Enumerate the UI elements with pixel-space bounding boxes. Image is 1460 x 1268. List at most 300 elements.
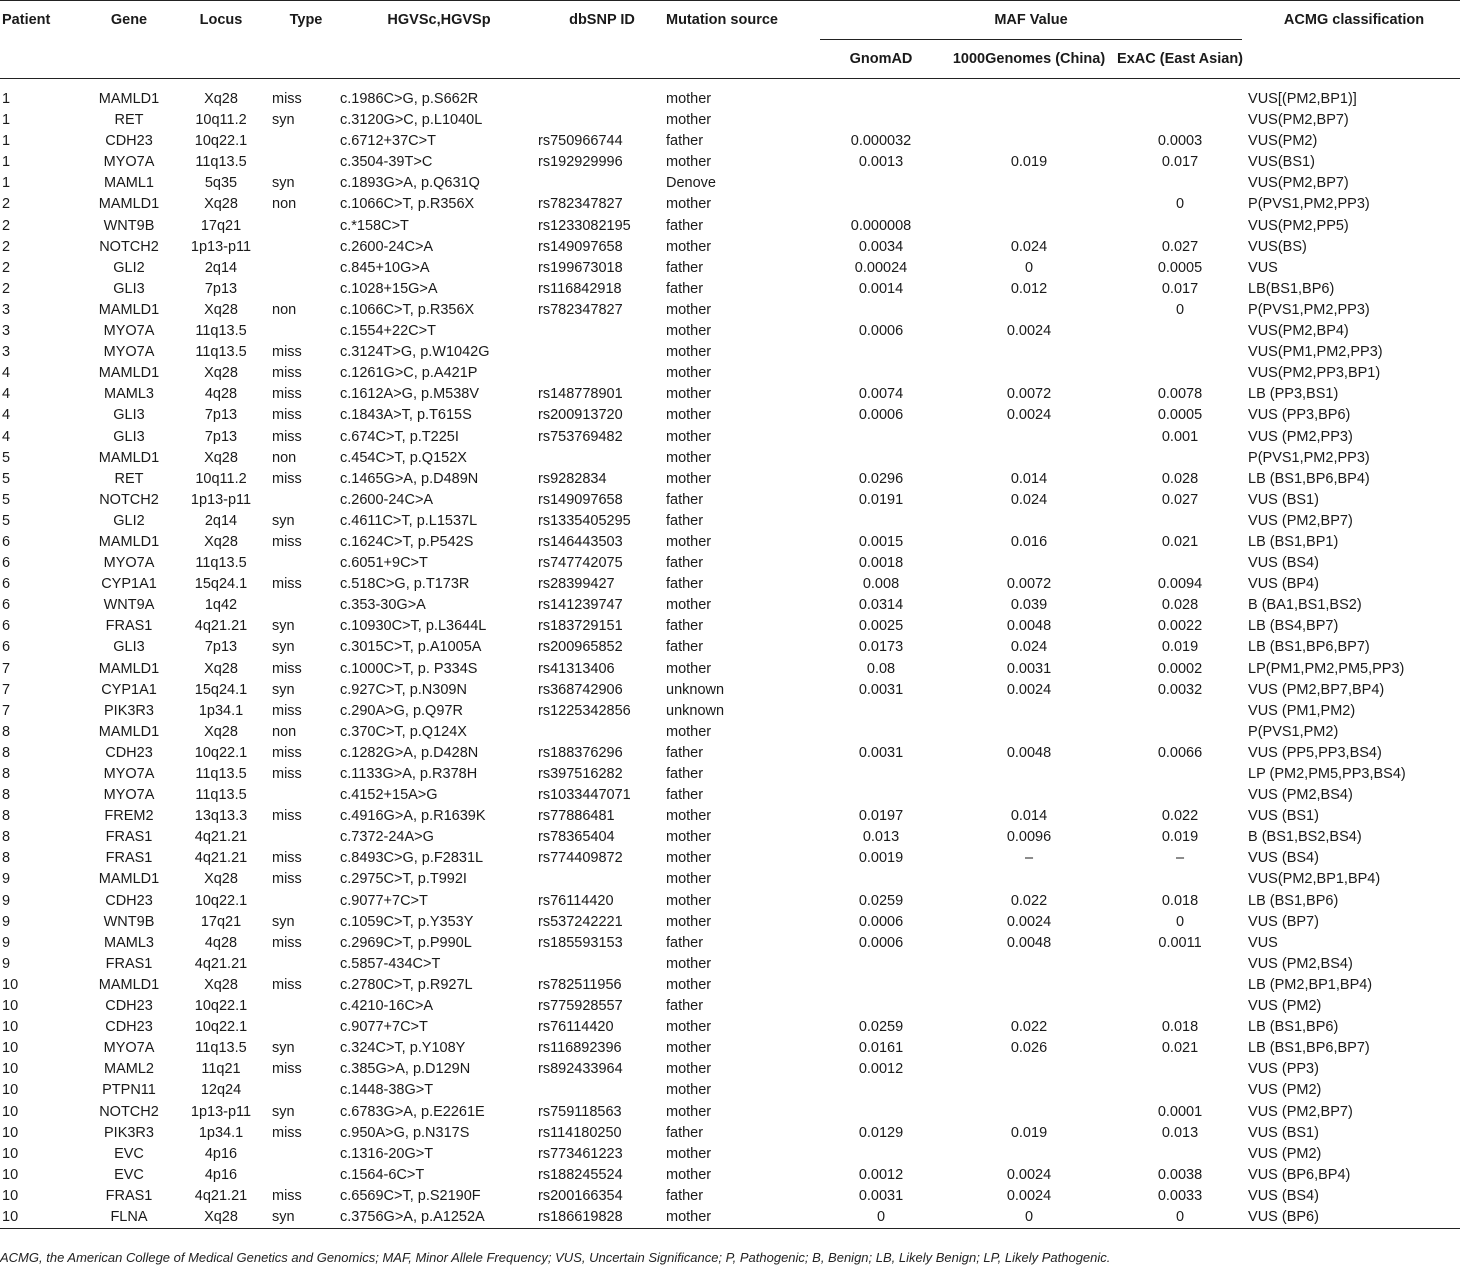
cell-locus: 11q13.5 xyxy=(195,555,247,572)
cell-hgvs: c.1986C>G, p.S662R xyxy=(340,91,479,107)
cell-dbsnp: rs183729151 xyxy=(538,618,623,635)
cell-exac xyxy=(1112,363,1248,384)
cell-type: syn xyxy=(272,512,295,529)
cell-g1000: 0.0072 xyxy=(1006,576,1052,593)
header-dbsnp: dbSNP ID xyxy=(538,1,666,79)
cell-source: mother xyxy=(666,1103,712,1120)
cell-source: mother xyxy=(666,386,712,403)
cell-g1000 xyxy=(946,216,1112,237)
cell-acmg: P(PVS1,PM2,PP3) xyxy=(1248,301,1370,318)
cell-hgvs: c.3756G>A, p.A1252A xyxy=(340,1207,538,1229)
cell-acmg: VUS (PM2,BP7,BP4) xyxy=(1248,681,1385,698)
cell-gene: GLI3 xyxy=(113,428,145,445)
table-row xyxy=(0,300,1460,321)
cell-gene: FRAS1 xyxy=(105,850,153,867)
cell-acmg: VUS(PM2,PP5) xyxy=(1248,217,1349,234)
cell-dbsnp: rs368742906 xyxy=(538,681,623,698)
cell-gnomad xyxy=(816,300,946,321)
cell-gnomad xyxy=(816,869,946,890)
cell-locus: 11q21 xyxy=(201,1061,241,1078)
cell-hgvs: c.674C>T, p.T225I xyxy=(340,428,459,445)
cell-gnomad xyxy=(816,194,946,215)
cell-g1000: 0.0048 xyxy=(1006,934,1052,951)
cell-patient: 9 xyxy=(2,871,11,888)
table-row xyxy=(0,701,1460,722)
cell-gnomad xyxy=(816,785,946,806)
cell-gene: NOTCH2 xyxy=(99,491,159,508)
cell-locus: 5q35 xyxy=(204,175,238,192)
cell-g1000 xyxy=(946,300,1112,321)
cell-gene: WNT9B xyxy=(103,217,155,234)
table-row xyxy=(0,1123,1460,1144)
cell-acmg: LB (BS1,BP6,BP7) xyxy=(1248,1040,1370,1057)
cell-gnomad xyxy=(816,996,946,1017)
cell-acmg: VUS(PM2,PP3,BP1) xyxy=(1248,365,1381,382)
cell-gnomad: 0.0031 xyxy=(858,1187,904,1204)
cell-source: mother xyxy=(666,955,712,972)
cell-locus: 10q11.2 xyxy=(195,470,247,487)
cell-patient: 10 xyxy=(2,1145,19,1162)
table-row xyxy=(0,743,1460,764)
cell-type: miss xyxy=(272,850,302,867)
cell-patient: 10 xyxy=(2,1187,19,1204)
cell-patient: 9 xyxy=(2,892,11,909)
cell-locus: Xq28 xyxy=(204,660,238,677)
cell-gene: MYO7A xyxy=(103,344,155,361)
table-row xyxy=(0,237,1460,258)
cell-gnomad xyxy=(816,173,946,194)
cell-g1000: 0.039 xyxy=(1010,597,1048,614)
header-acmg: ACMG classification xyxy=(1248,1,1460,79)
cell-hgvs: c.1261G>C, p.A421P xyxy=(340,365,478,382)
table-row xyxy=(0,722,1460,743)
cell-type: miss xyxy=(272,871,302,888)
cell-patient: 6 xyxy=(2,597,11,614)
cell-hgvs: c.*158C>T xyxy=(340,217,409,234)
cell-g1000 xyxy=(946,131,1112,152)
cell-source: father xyxy=(666,934,704,951)
cell-g1000: 0.022 xyxy=(1010,1019,1048,1036)
cell-type xyxy=(272,1017,340,1038)
cell-type: non xyxy=(272,723,297,740)
cell-acmg: VUS (PM2,BP7) xyxy=(1248,512,1353,529)
cell-acmg: LB(BS1,BP6) xyxy=(1248,280,1335,297)
cell-source: mother xyxy=(666,154,712,171)
cell-source: father xyxy=(666,555,704,572)
cell-locus: 1p34.1 xyxy=(198,702,244,719)
cell-acmg: LP (PM2,PM5,PP3,BS4) xyxy=(1248,766,1406,782)
cell-locus: 11q13.5 xyxy=(195,1040,247,1057)
cell-patient: 6 xyxy=(2,576,11,593)
cell-source: mother xyxy=(666,238,712,255)
cell-exac: 0.028 xyxy=(1161,470,1199,487)
cell-acmg: VUS (PP3) xyxy=(1248,1061,1319,1078)
cell-dbsnp: rs200913720 xyxy=(538,407,623,424)
cell-locus: 7p13 xyxy=(204,407,238,424)
cell-patient: 4 xyxy=(2,386,11,403)
cell-acmg: LB (BS1,BP6) xyxy=(1248,892,1339,909)
header-locus: Locus xyxy=(170,1,272,79)
cell-exac xyxy=(1112,975,1248,996)
cell-type: miss xyxy=(272,808,302,825)
cell-patient: 2 xyxy=(2,196,11,213)
cell-gene: NOTCH2 xyxy=(99,1103,159,1120)
cell-gene: RET xyxy=(114,112,144,129)
cell-g1000: 0.012 xyxy=(1010,280,1048,297)
cell-acmg: LP(PM1,PM2,PM5,PP3) xyxy=(1248,660,1405,677)
cell-dbsnp: rs148778901 xyxy=(538,386,623,403)
cell-acmg: LB (PP3,BS1) xyxy=(1248,386,1339,403)
cell-source: mother xyxy=(666,196,712,213)
cell-gnomad: 0.0161 xyxy=(858,1040,904,1057)
cell-dbsnp: rs747742075 xyxy=(538,555,623,572)
cell-locus: 11q13.5 xyxy=(195,154,247,171)
cell-locus: 11q13.5 xyxy=(195,787,247,804)
cell-hgvs: c.1000C>T, p. P334S xyxy=(340,660,478,677)
cell-type: miss xyxy=(272,744,302,761)
cell-dbsnp: rs397516282 xyxy=(538,766,623,782)
cell-exac: 0.0002 xyxy=(1157,660,1203,677)
cell-gene: FRAS1 xyxy=(105,955,153,972)
cell-locus: 17q21 xyxy=(200,217,242,234)
cell-patient: 8 xyxy=(2,808,11,825)
table-row xyxy=(0,827,1460,848)
cell-g1000: 0 xyxy=(946,1207,1112,1229)
cell-g1000 xyxy=(946,764,1112,785)
cell-patient: 6 xyxy=(2,639,11,656)
cell-source: mother xyxy=(666,723,712,740)
cell-gene: MAMLD1 xyxy=(98,196,160,213)
cell-acmg: VUS (BP7) xyxy=(1248,913,1319,930)
cell-hgvs: c.2780C>T, p.R927L xyxy=(340,976,473,993)
cell-acmg: VUS (PP3,BP6) xyxy=(1248,407,1351,424)
cell-gene: MYO7A xyxy=(103,766,155,782)
cell-g1000: 0.0048 xyxy=(1006,744,1052,761)
cell-patient: 9 xyxy=(2,955,11,972)
cell-hgvs: c.290A>G, p.Q97R xyxy=(340,702,463,719)
cell-gene: MAML3 xyxy=(104,934,154,951)
cell-g1000 xyxy=(946,785,1112,806)
cell-source: mother xyxy=(666,1040,712,1057)
cell-type: miss xyxy=(272,386,302,403)
cell-exac xyxy=(1112,996,1248,1017)
cell-patient: 1 xyxy=(2,154,11,171)
cell-source: father xyxy=(666,618,704,635)
cell-source: mother xyxy=(666,913,712,930)
cell-gnomad xyxy=(816,764,946,785)
cell-exac: 0.027 xyxy=(1161,491,1199,508)
cell-source: mother xyxy=(666,892,712,909)
table-row xyxy=(0,891,1460,912)
cell-acmg: P(PVS1,PM2) xyxy=(1248,723,1339,740)
cell-gene: FRAS1 xyxy=(105,618,153,635)
cell-locus: 11q13.5 xyxy=(195,766,247,782)
table-row xyxy=(0,1207,1460,1229)
cell-patient: 1 xyxy=(2,91,11,107)
cell-source: father xyxy=(666,217,704,234)
cell-gnomad xyxy=(816,363,946,384)
cell-acmg: VUS (PM2,BS4) xyxy=(1248,787,1353,804)
cell-dbsnp xyxy=(538,110,666,131)
cell-exac: 0.0094 xyxy=(1157,576,1203,593)
cell-gnomad: 0.0019 xyxy=(858,850,904,867)
cell-patient: 1 xyxy=(2,112,11,129)
cell-source: mother xyxy=(666,344,712,361)
cell-gene: PIK3R3 xyxy=(104,702,154,719)
cell-patient: 5 xyxy=(2,512,11,529)
cell-type xyxy=(272,216,340,237)
cell-exac: 0.0038 xyxy=(1157,1166,1203,1183)
cell-acmg: VUS (PM2) xyxy=(1248,1082,1322,1099)
cell-exac xyxy=(1112,321,1248,342)
cell-gnomad xyxy=(816,511,946,532)
cell-g1000: 0.019 xyxy=(1010,154,1048,171)
cell-gnomad: 0.0006 xyxy=(858,913,904,930)
cell-patient: 10 xyxy=(2,1040,19,1057)
cell-exac xyxy=(1112,869,1248,890)
cell-exac: 0.028 xyxy=(1161,597,1199,614)
table-row xyxy=(0,764,1460,785)
cell-patient: 4 xyxy=(2,365,11,382)
cell-g1000 xyxy=(946,1102,1112,1123)
cell-acmg: VUS(PM2) xyxy=(1248,133,1318,150)
cell-exac xyxy=(1112,764,1248,785)
cell-acmg: VUS (PM2,BS4) xyxy=(1248,955,1353,972)
cell-type: non xyxy=(272,196,297,213)
cell-g1000: 0.0096 xyxy=(1006,829,1052,846)
cell-exac: 0.0032 xyxy=(1157,681,1203,698)
cell-gnomad: 0.0012 xyxy=(858,1061,904,1078)
cell-gnomad xyxy=(816,954,946,975)
cell-acmg: VUS(BS1) xyxy=(1248,154,1315,171)
cell-acmg: VUS (BP6) xyxy=(1248,1207,1460,1229)
cell-dbsnp: rs116892396 xyxy=(538,1040,622,1057)
cell-source: mother xyxy=(666,428,712,445)
cell-exac xyxy=(1112,511,1248,532)
table-row xyxy=(0,279,1460,300)
cell-g1000 xyxy=(946,173,1112,194)
cell-locus: Xq28 xyxy=(204,449,238,466)
cell-exac: 0.0066 xyxy=(1157,744,1203,761)
cell-patient: 8 xyxy=(2,829,11,846)
cell-gnomad: 0.00024 xyxy=(854,259,908,276)
cell-acmg: VUS (PM2,PP3) xyxy=(1248,428,1353,445)
cell-gnomad: 0.0006 xyxy=(858,934,904,951)
cell-acmg: LB (BS1,BP1) xyxy=(1248,533,1339,550)
table-row xyxy=(0,321,1460,342)
cell-acmg: VUS (BP6,BP4) xyxy=(1248,1166,1351,1183)
cell-gnomad: 0.0296 xyxy=(858,470,904,487)
cell-locus: 4q21.21 xyxy=(194,829,248,846)
cell-dbsnp: rs9282834 xyxy=(538,470,607,487)
cell-patient: 9 xyxy=(2,913,11,930)
cell-locus: 2q14 xyxy=(204,259,238,276)
cell-dbsnp: rs1225342856 xyxy=(538,702,631,719)
table-row xyxy=(0,595,1460,616)
table-row xyxy=(0,574,1460,595)
cell-exac xyxy=(1112,722,1248,743)
cell-gene: MYO7A xyxy=(103,787,155,804)
cell-g1000: 0.0024 xyxy=(1006,323,1052,340)
cell-locus: 4q21.21 xyxy=(194,1187,248,1204)
cell-acmg: VUS (BS4) xyxy=(1248,1187,1319,1204)
cell-gnomad: 0.0013 xyxy=(858,154,904,171)
cell-exac: 0.0005 xyxy=(1157,407,1203,424)
cell-source: mother xyxy=(666,976,712,993)
cell-gnomad xyxy=(816,1080,946,1101)
cell-source: mother xyxy=(666,365,712,382)
cell-type: miss xyxy=(272,344,302,361)
cell-patient: 2 xyxy=(2,238,11,255)
cell-type: syn xyxy=(272,112,295,129)
cell-source: father xyxy=(666,766,704,782)
cell-hgvs: c.4210-16C>A xyxy=(340,998,434,1015)
cell-patient: 9 xyxy=(2,934,11,951)
cell-gene: MYO7A xyxy=(103,1040,155,1057)
table-row xyxy=(0,616,1460,637)
cell-exac: 0.0001 xyxy=(1157,1103,1203,1120)
table-row xyxy=(0,427,1460,448)
cell-type xyxy=(272,1165,340,1186)
cell-dbsnp: rs188376296 xyxy=(538,744,623,761)
cell-g1000: 0.0024 xyxy=(1006,407,1052,424)
cell-locus: 4p16 xyxy=(204,1166,238,1183)
cell-gene: MAML3 xyxy=(104,386,154,403)
cell-source: father xyxy=(666,998,704,1015)
cell-patient: 2 xyxy=(2,280,11,297)
cell-acmg: VUS (PM2) xyxy=(1248,1145,1322,1162)
header-mutation-source: Mutation source xyxy=(666,1,816,79)
cell-locus: Xq28 xyxy=(204,533,238,550)
cell-patient: 1 xyxy=(2,175,11,192)
cell-gene: EVC xyxy=(114,1145,144,1162)
cell-exac: 0.018 xyxy=(1161,892,1199,909)
cell-gene: MAMLD1 xyxy=(98,301,160,318)
cell-gene: GLI3 xyxy=(113,280,145,297)
cell-gnomad xyxy=(816,1144,946,1165)
cell-locus: 10q22.1 xyxy=(194,892,248,909)
cell-g1000 xyxy=(946,954,1112,975)
cell-acmg: VUS (BS4) xyxy=(1248,850,1319,867)
cell-exac: 0.001 xyxy=(1161,428,1199,445)
cell-source: unknown xyxy=(666,681,725,698)
cell-g1000 xyxy=(946,448,1112,469)
cell-exac xyxy=(1112,954,1248,975)
table-footnote: ACMG, the American College of Medical Genetics and Genomics; MAF, Minor Allele Frequency; VUS, Uncertain Significance; P, Pathogenic; B, Benign; LB, Likely Benign; LP, Likely Pathogenic. xyxy=(0,1250,1111,1265)
header-hgvs: HGVSc,HGVSp xyxy=(340,1,538,79)
cell-g1000: 0.0031 xyxy=(1006,660,1052,677)
cell-g1000 xyxy=(946,511,1112,532)
cell-acmg: LB (PM2,BP1,BP4) xyxy=(1248,976,1373,993)
cell-hgvs: c.1133G>A, p.R378H xyxy=(340,766,478,782)
cell-g1000: 0.0048 xyxy=(1006,618,1052,635)
cell-g1000 xyxy=(946,996,1112,1017)
cell-gene: MAMLD1 xyxy=(98,365,160,382)
cell-dbsnp: rs753769482 xyxy=(538,428,623,445)
cell-type: syn xyxy=(272,639,295,656)
cell-gnomad: 0.08 xyxy=(866,660,896,677)
header-gene: Gene xyxy=(88,1,170,79)
cell-gnomad: 0.0006 xyxy=(858,407,904,424)
cell-acmg: VUS(PM2,BP1,BP4) xyxy=(1248,871,1381,888)
cell-type: syn xyxy=(272,681,295,698)
cell-acmg: VUS (BS1) xyxy=(1248,1124,1319,1141)
table-row xyxy=(0,806,1460,827)
header-exac: ExAC (East Asian) xyxy=(1117,51,1243,67)
cell-type xyxy=(272,258,340,279)
cell-dbsnp: rs782347827 xyxy=(538,301,623,318)
cell-exac: 0.0078 xyxy=(1157,386,1203,403)
cell-patient: 5 xyxy=(2,491,11,508)
cell-acmg: VUS (BP4) xyxy=(1248,576,1319,593)
cell-g1000 xyxy=(946,1144,1112,1165)
table-row xyxy=(0,659,1460,680)
cell-hgvs: c.6712+37C>T xyxy=(340,133,436,150)
cell-g1000 xyxy=(946,363,1112,384)
cell-locus: 7p13 xyxy=(204,428,238,445)
cell-locus: 17q21 xyxy=(200,913,242,930)
cell-gene: FLNA xyxy=(88,1207,170,1229)
cell-dbsnp: rs759118563 xyxy=(538,1103,622,1120)
cell-locus: 10q22.1 xyxy=(194,133,248,150)
cell-exac: 0.017 xyxy=(1161,154,1199,171)
cell-locus: 4q21.21 xyxy=(194,850,248,867)
cell-g1000: – xyxy=(1024,850,1034,867)
cell-dbsnp: rs116842918 xyxy=(538,280,622,297)
cell-type: syn xyxy=(272,1103,295,1120)
cell-source: mother xyxy=(666,1207,816,1229)
cell-acmg: VUS (BS1) xyxy=(1248,808,1319,825)
cell-exac xyxy=(1112,1080,1248,1101)
cell-patient: 10 xyxy=(2,976,19,993)
cell-type: miss xyxy=(272,1124,302,1141)
cell-locus: Xq28 xyxy=(204,723,238,740)
cell-exac: 0.017 xyxy=(1161,280,1199,297)
cell-type: miss xyxy=(272,533,302,550)
cell-source: mother xyxy=(666,323,712,340)
cell-gene: MAMLD1 xyxy=(98,660,160,677)
cell-locus: 1p34.1 xyxy=(198,1124,244,1141)
cell-gene: CDH23 xyxy=(105,744,153,761)
table-row xyxy=(0,1080,1460,1101)
cell-acmg: VUS (BS1) xyxy=(1248,491,1319,508)
cell-patient: 7 xyxy=(2,681,11,698)
cell-source: father xyxy=(666,744,704,761)
cell-locus: Xq28 xyxy=(170,1207,272,1229)
cell-gene: MAMLD1 xyxy=(98,871,160,888)
table-row xyxy=(0,258,1460,279)
cell-dbsnp: rs199673018 xyxy=(538,259,623,276)
cell-g1000: 0.0024 xyxy=(1006,1187,1052,1204)
cell-dbsnp: rs773461223 xyxy=(538,1145,623,1162)
cell-gnomad: 0 xyxy=(816,1207,946,1229)
cell-g1000 xyxy=(946,722,1112,743)
cell-g1000 xyxy=(946,869,1112,890)
cell-patient: 10 xyxy=(2,1124,19,1141)
cell-hgvs: c.518C>G, p.T173R xyxy=(340,576,470,593)
cell-g1000: 0.016 xyxy=(1010,533,1048,550)
cell-acmg: VUS(BS) xyxy=(1248,238,1307,255)
table-row xyxy=(0,79,1460,111)
cell-patient: 8 xyxy=(2,787,11,804)
cell-source: mother xyxy=(666,1082,712,1099)
cell-hgvs: c.1843A>T, p.T615S xyxy=(340,407,472,424)
cell-type xyxy=(272,996,340,1017)
cell-hgvs: c.8493C>G, p.F2831L xyxy=(340,850,484,867)
cell-source: mother xyxy=(666,597,712,614)
cell-locus: Xq28 xyxy=(204,91,238,107)
cell-source: mother xyxy=(666,808,712,825)
